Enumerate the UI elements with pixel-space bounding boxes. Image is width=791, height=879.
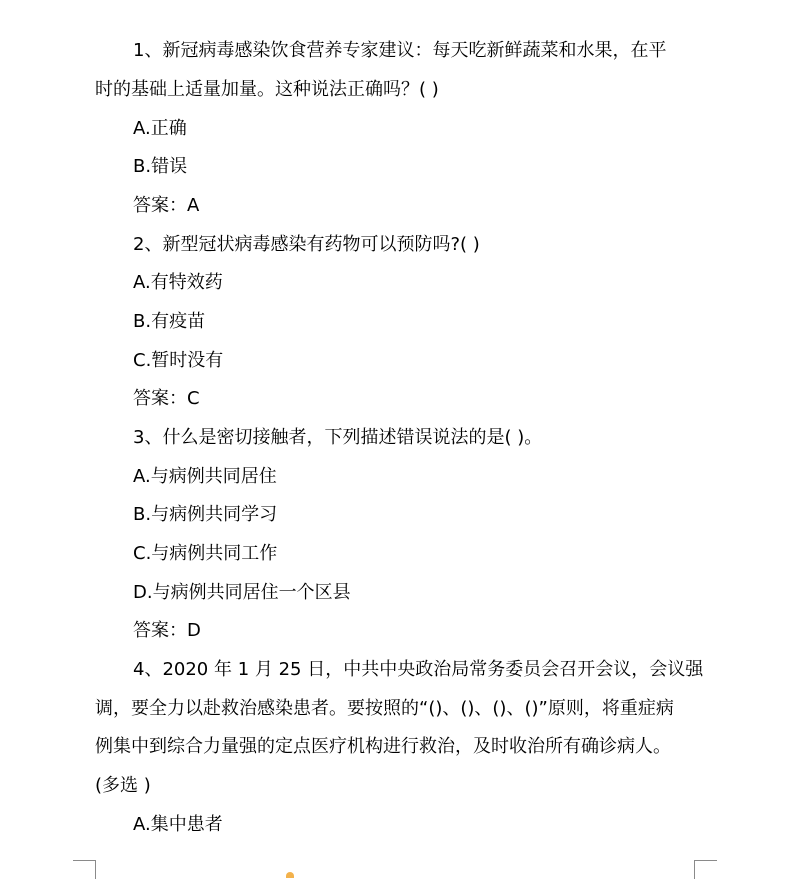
question-2-option-c: C.暂时没有: [133, 350, 224, 371]
question-2-answer: 答案：C: [133, 388, 200, 409]
question-3-answer: 答案：D: [133, 620, 201, 641]
question-1-option-a: A.正确: [133, 118, 187, 139]
question-4-text-line-3: 例集中到综合力量强的定点医疗机构进行救治，及时收治所有确诊病人。: [95, 736, 671, 757]
question-2-option-a: A.有特效药: [133, 272, 223, 293]
question-1-answer: 答案：A: [133, 195, 200, 216]
question-3-option-d: D.与病例共同居住一个区县: [133, 582, 351, 603]
question-4-text-line-1: 4、2020 年 1 月 25 日，中共中央政治局常务委员会召开会议，会议强: [133, 659, 704, 680]
question-4-text-line-2: 调，要全力以赴救治感染患者。要按照的“()、()、()、()”原则，将重症病: [95, 698, 674, 719]
question-2-text: 2、新型冠状病毒感染有药物可以预防吗?( ): [133, 234, 480, 255]
page-margin-corner-right: [694, 860, 717, 879]
question-3-text: 3、什么是密切接触者，下列描述错误说法的是( )。: [133, 427, 543, 448]
question-1-text-line-2: 时的基础上适量加量。这种说法正确吗？( ): [95, 79, 439, 100]
question-4-option-a: A.集中患者: [133, 814, 223, 835]
question-2-option-b: B.有疫苗: [133, 311, 206, 332]
question-4-multiple-choice-note: (多选 ): [95, 775, 151, 796]
question-3-option-a: A.与病例共同居住: [133, 466, 277, 487]
partial-mark: [286, 872, 294, 878]
question-3-option-b: B.与病例共同学习: [133, 504, 278, 525]
question-3-option-c: C.与病例共同工作: [133, 543, 278, 564]
question-1-text-line-1: 1、新冠病毒感染饮食营养专家建议：每天吃新鲜蔬菜和水果，在平: [133, 40, 667, 61]
page-margin-corner-left: [73, 860, 96, 879]
question-1-option-b: B.错误: [133, 156, 188, 177]
